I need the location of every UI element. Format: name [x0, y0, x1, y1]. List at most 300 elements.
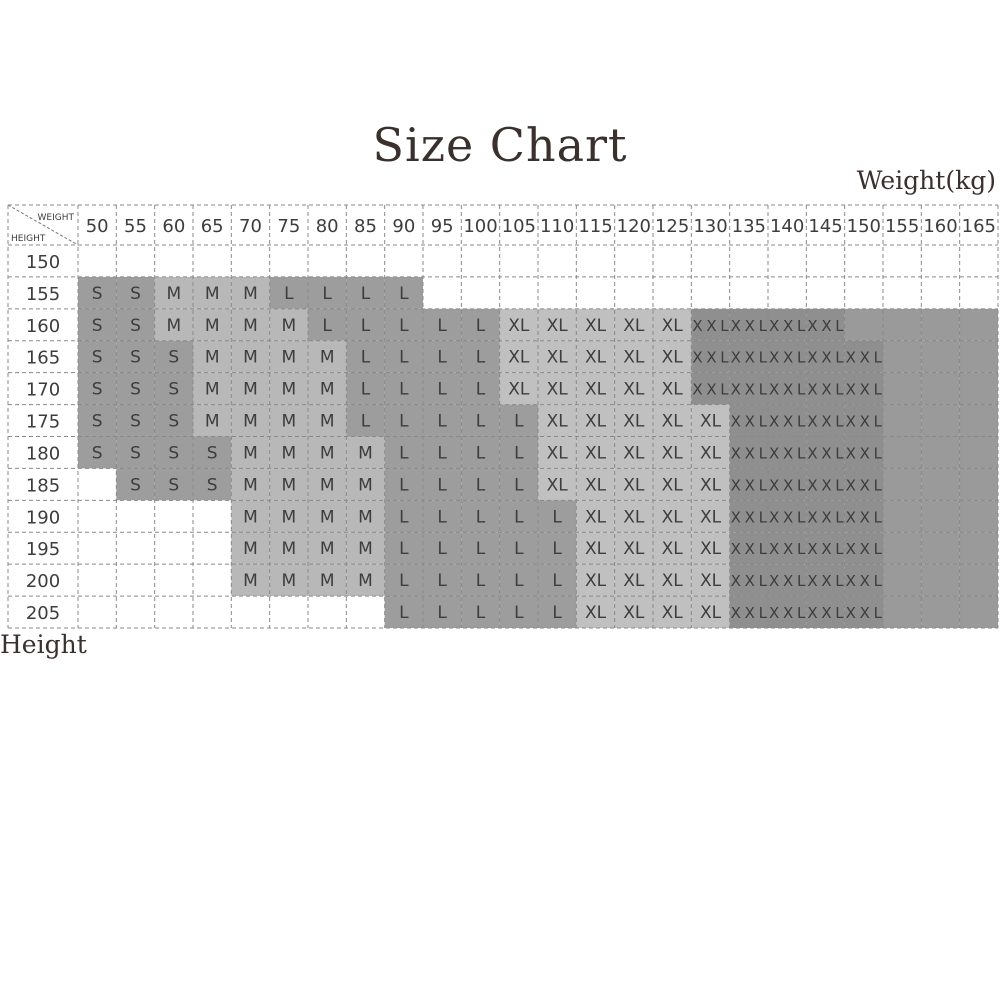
size-cell-label: S	[168, 443, 180, 464]
size-cell-label: L	[437, 539, 447, 560]
size-cell	[461, 245, 499, 277]
size-cell-label: L	[514, 475, 524, 496]
size-cell	[576, 277, 614, 309]
size-cell-label: S	[130, 347, 141, 368]
size-cell	[730, 277, 768, 309]
size-cell-label: XXL	[692, 348, 729, 367]
size-cell-label: M	[243, 539, 258, 560]
size-cell-label: L	[552, 571, 562, 592]
size-cell-label: S	[168, 411, 180, 432]
size-cell-label: S	[130, 315, 141, 336]
size-cell-label: M	[281, 475, 297, 496]
size-cell-label: XL	[623, 539, 645, 560]
size-cell-label: XL	[584, 347, 607, 368]
size-cell-label: XXL	[807, 316, 844, 335]
size-cell-label: L	[437, 507, 447, 528]
weight-header-label: 85	[354, 216, 377, 237]
size-cell-label: XL	[661, 347, 683, 368]
size-cell	[231, 245, 269, 277]
size-cell	[155, 596, 193, 628]
size-cell	[921, 309, 959, 341]
size-cell-label: S	[130, 379, 141, 400]
size-cell	[653, 277, 691, 309]
size-cell	[615, 245, 653, 277]
weight-header-label: 55	[124, 216, 147, 237]
chart-title: Size Chart	[372, 118, 628, 172]
size-cell-label: M	[358, 443, 373, 464]
size-cell	[883, 245, 921, 277]
size-cell-label: XXL	[769, 540, 806, 559]
size-cell-label: XL	[623, 379, 645, 400]
size-cell-label: M	[319, 507, 335, 528]
size-cell	[461, 277, 499, 309]
size-cell	[385, 245, 423, 277]
size-cell-label: XXL	[845, 476, 882, 495]
size-cell	[270, 596, 308, 628]
size-cell	[921, 468, 959, 500]
weight-header-label: 50	[85, 216, 109, 237]
size-cell-label: S	[130, 411, 141, 432]
size-cell	[960, 373, 998, 405]
size-cell	[883, 309, 921, 341]
size-cell-label: XL	[546, 315, 568, 336]
size-cell-label: S	[206, 443, 218, 464]
size-cell	[883, 373, 921, 405]
size-cell-label: L	[437, 347, 447, 368]
size-cell-label: XXL	[845, 572, 882, 591]
size-cell-label: XXL	[730, 540, 767, 559]
size-cell-label: L	[399, 379, 409, 400]
size-cell	[960, 468, 998, 500]
size-cell-label: M	[319, 411, 335, 432]
size-cell-label: M	[281, 571, 297, 592]
size-cell-label: XL	[584, 571, 607, 592]
size-cell	[845, 245, 883, 277]
height-row-label: 185	[25, 475, 61, 497]
size-cell	[960, 341, 998, 373]
size-cell-label: M	[204, 315, 220, 336]
weight-header-label: 155	[884, 216, 920, 237]
size-cell	[883, 277, 921, 309]
height-row-label: 170	[25, 379, 61, 401]
size-cell-label: L	[475, 603, 486, 624]
size-cell-label: XL	[661, 475, 683, 496]
size-cell-label: XL	[699, 443, 722, 464]
size-cell-label: L	[437, 411, 447, 432]
size-cell-label: L	[514, 507, 524, 528]
height-row-label: 155	[25, 283, 61, 305]
size-cell	[576, 245, 614, 277]
size-cell-label: S	[91, 283, 103, 304]
weight-header-label: 130	[693, 216, 728, 237]
size-cell-label: XXL	[730, 412, 767, 431]
size-cell-label: XL	[584, 411, 607, 432]
size-cell-label: XL	[661, 443, 683, 464]
size-cell-label: L	[360, 347, 371, 368]
size-cell-label: M	[243, 315, 258, 336]
size-cell-label: XL	[584, 539, 607, 560]
weight-axis-label: Weight(kg)	[856, 166, 996, 195]
size-cell	[155, 532, 193, 564]
size-cell-label: L	[475, 539, 486, 560]
weight-header-label: 140	[769, 216, 805, 237]
size-cell-label: M	[166, 283, 182, 304]
weight-header-label: 70	[239, 216, 262, 237]
size-cell	[78, 564, 116, 596]
size-cell-label: L	[399, 315, 409, 336]
size-cell-label: XL	[661, 411, 683, 432]
weight-header-label: 90	[392, 216, 416, 237]
size-cell	[193, 532, 231, 564]
weight-header-label: 65	[200, 216, 224, 237]
size-cell	[155, 245, 193, 277]
size-cell-label: S	[168, 475, 180, 496]
height-axis-label: Height	[0, 630, 87, 659]
size-cell-label: L	[322, 283, 332, 304]
size-cell	[231, 596, 269, 628]
height-row-label: 150	[25, 251, 61, 273]
size-cell-label: XL	[623, 507, 645, 528]
size-cell-label: L	[437, 603, 447, 624]
size-cell-label: M	[243, 283, 258, 304]
size-cell	[921, 341, 959, 373]
size-cell-label: XXL	[769, 348, 806, 367]
size-cell-label: M	[358, 475, 373, 496]
size-cell	[116, 564, 154, 596]
size-cell	[960, 532, 998, 564]
size-cell-label: XL	[584, 443, 607, 464]
size-cell	[193, 564, 231, 596]
size-cell	[960, 437, 998, 469]
size-cell	[845, 309, 883, 341]
size-cell-label: XXL	[845, 412, 882, 431]
size-cell	[768, 277, 806, 309]
size-cell-label: M	[319, 475, 335, 496]
size-cell-label: XL	[699, 411, 722, 432]
size-cell-label: XXL	[845, 348, 882, 367]
size-cell	[921, 373, 959, 405]
size-cell	[960, 277, 998, 309]
size-cell-label: XXL	[769, 476, 806, 495]
size-cell-label: XL	[508, 315, 530, 336]
size-cell-label: XXL	[807, 604, 844, 623]
size-cell-label: L	[552, 507, 562, 528]
size-cell	[155, 564, 193, 596]
size-cell	[921, 500, 959, 532]
size-cell	[883, 532, 921, 564]
size-cell-label: XL	[584, 507, 607, 528]
size-cell-label: XL	[661, 539, 683, 560]
size-cell-label: XL	[661, 315, 683, 336]
size-cell-label: XXL	[845, 508, 882, 527]
size-cell-label: XL	[584, 603, 607, 624]
size-cell-label: M	[319, 443, 335, 464]
size-cell-label: XL	[546, 347, 568, 368]
size-cell	[116, 532, 154, 564]
size-cell-label: XXL	[692, 316, 729, 335]
size-cell-label: L	[437, 379, 447, 400]
weight-header-label: 75	[277, 216, 301, 237]
size-cell-label: XL	[699, 539, 722, 560]
size-cell	[730, 245, 768, 277]
size-cell	[806, 277, 844, 309]
size-cell	[270, 245, 308, 277]
size-cell	[883, 564, 921, 596]
size-cell-label: M	[358, 571, 373, 592]
size-cell-label: M	[204, 411, 220, 432]
size-cell-label: L	[437, 475, 447, 496]
corner-height-label: HEIGHT	[11, 234, 46, 244]
size-cell-label: S	[91, 379, 103, 400]
size-cell-label: M	[281, 539, 297, 560]
size-cell-label: S	[130, 475, 141, 496]
size-cell	[500, 277, 538, 309]
weight-header-label: 80	[315, 216, 339, 237]
weight-header-label: 165	[961, 216, 997, 237]
size-cell-label: XXL	[769, 380, 806, 399]
size-cell	[116, 500, 154, 532]
weight-header-label: 105	[501, 216, 537, 237]
size-cell-label: XXL	[807, 572, 844, 591]
size-cell-label: XXL	[730, 380, 767, 399]
size-cell-label: M	[281, 379, 297, 400]
size-cell	[960, 405, 998, 437]
size-cell-label: XL	[661, 603, 683, 624]
height-row-label: 180	[25, 443, 61, 465]
size-cell-label: XXL	[730, 572, 767, 591]
size-cell	[883, 437, 921, 469]
size-cell-label: XXL	[845, 540, 882, 559]
size-cell-label: XL	[508, 379, 530, 400]
size-cell	[883, 500, 921, 532]
size-cell	[193, 500, 231, 532]
size-cell-label: XL	[546, 411, 568, 432]
size-cell	[78, 596, 116, 628]
size-cell-label: L	[514, 443, 524, 464]
size-cell	[78, 500, 116, 532]
size-cell-label: XL	[584, 379, 607, 400]
size-cell	[538, 277, 576, 309]
size-cell-label: L	[514, 571, 524, 592]
size-cell-label: XXL	[807, 508, 844, 527]
weight-header-label: 110	[539, 216, 575, 237]
size-cell-label: XL	[623, 347, 645, 368]
height-row-label: 190	[25, 507, 61, 529]
size-cell	[960, 564, 998, 596]
size-cell-label: L	[399, 443, 409, 464]
size-cell-label: XXL	[769, 508, 806, 527]
size-cell	[921, 405, 959, 437]
size-cell-label: L	[322, 315, 332, 336]
size-cell	[346, 245, 384, 277]
weight-header-label: 125	[654, 216, 690, 237]
size-cell-label: S	[130, 443, 141, 464]
size-cell-label: M	[243, 379, 258, 400]
size-cell-label: XL	[661, 507, 683, 528]
size-cell-label: XXL	[769, 316, 806, 335]
weight-header-label: 160	[923, 216, 958, 237]
size-cell-label: M	[319, 379, 335, 400]
size-cell-label: L	[514, 603, 524, 624]
size-cell	[845, 277, 883, 309]
size-cell-label: XXL	[845, 444, 882, 463]
size-cell-label: M	[319, 571, 335, 592]
size-cell-label: S	[91, 347, 103, 368]
size-cell-label: XXL	[769, 604, 806, 623]
size-cell	[615, 277, 653, 309]
size-cell-label: M	[281, 347, 297, 368]
height-row-label: 175	[25, 411, 61, 433]
size-cell	[921, 596, 959, 628]
weight-header-label: 135	[731, 216, 767, 237]
size-cell-label: XXL	[769, 572, 806, 591]
size-cell	[346, 596, 384, 628]
size-cell	[806, 245, 844, 277]
size-cell-label: M	[166, 315, 182, 336]
size-cell	[921, 564, 959, 596]
size-cell-label: L	[399, 571, 409, 592]
size-cell-label: L	[475, 379, 486, 400]
size-cell-label: S	[91, 411, 103, 432]
height-row-label: 205	[25, 603, 61, 625]
size-cell	[78, 532, 116, 564]
size-cell	[308, 245, 346, 277]
size-cell	[78, 245, 116, 277]
size-cell-label: XL	[623, 603, 645, 624]
size-cell-label: XXL	[730, 604, 767, 623]
size-cell-label: S	[130, 283, 141, 304]
size-cell-label: L	[399, 507, 409, 528]
size-cell-label: XL	[699, 475, 722, 496]
size-cell	[883, 468, 921, 500]
size-cell-label: M	[358, 539, 373, 560]
size-cell	[423, 277, 461, 309]
weight-header-label: 120	[616, 216, 652, 237]
size-cell-label: XL	[546, 475, 568, 496]
size-cell-label: L	[475, 475, 486, 496]
size-cell-label: M	[243, 443, 258, 464]
size-cell-label: L	[475, 507, 486, 528]
size-cell-label: L	[475, 411, 486, 432]
size-cell	[768, 245, 806, 277]
size-cell	[960, 500, 998, 532]
size-cell	[960, 245, 998, 277]
size-cell-label: M	[358, 507, 373, 528]
size-cell-label: L	[475, 571, 486, 592]
size-cell-label: L	[552, 539, 562, 560]
size-cell-label: M	[243, 571, 258, 592]
size-cell-label: M	[204, 283, 220, 304]
size-cell-label: L	[399, 475, 409, 496]
size-cell	[308, 596, 346, 628]
size-cell-label: M	[319, 539, 335, 560]
size-cell-label: L	[360, 283, 371, 304]
size-cell-label: L	[360, 411, 371, 432]
weight-header-label: 95	[430, 216, 454, 237]
size-cell-label: XL	[508, 347, 530, 368]
size-cell-label: M	[204, 379, 220, 400]
size-cell-label: S	[168, 347, 180, 368]
size-cell-label: XXL	[769, 412, 806, 431]
size-cell-label: M	[281, 315, 297, 336]
size-cell-label: M	[243, 347, 258, 368]
size-cell-label: XXL	[845, 604, 882, 623]
size-cell	[921, 245, 959, 277]
size-cell-label: L	[437, 571, 447, 592]
size-cell-label: M	[281, 411, 297, 432]
size-cell	[921, 532, 959, 564]
height-row-label: 160	[25, 315, 61, 337]
size-cell-label: XXL	[730, 476, 767, 495]
size-cell-label: S	[168, 379, 180, 400]
size-cell-label: L	[360, 315, 371, 336]
size-cell-label: L	[552, 603, 562, 624]
size-cell-label: L	[399, 347, 409, 368]
size-cell-label: L	[475, 443, 486, 464]
size-cell-label: XXL	[730, 348, 767, 367]
size-cell-label: S	[206, 475, 218, 496]
size-cell-label: M	[243, 507, 258, 528]
size-cell	[193, 245, 231, 277]
size-cell-label: XL	[623, 411, 645, 432]
size-cell-label: L	[360, 379, 371, 400]
size-cell-label: XXL	[807, 444, 844, 463]
corner-weight-label: WEIGHT	[37, 213, 74, 223]
size-cell	[116, 245, 154, 277]
size-cell-label: XL	[623, 571, 645, 592]
size-cell	[78, 468, 116, 500]
size-cell-label: L	[284, 283, 294, 304]
size-cell-label: M	[319, 347, 335, 368]
height-row-label: 195	[25, 539, 61, 561]
weight-header-label: 145	[808, 216, 843, 237]
size-cell-label: XL	[546, 379, 568, 400]
weight-header-label: 100	[463, 216, 498, 237]
size-cell	[883, 596, 921, 628]
size-cell	[691, 245, 729, 277]
height-row-label: 200	[25, 571, 61, 593]
size-cell	[921, 437, 959, 469]
size-cell	[423, 245, 461, 277]
height-row-label: 165	[25, 347, 61, 369]
size-cell-label: XL	[661, 379, 683, 400]
size-cell	[155, 500, 193, 532]
size-cell-label: XL	[546, 443, 568, 464]
size-cell	[960, 596, 998, 628]
size-cell-label: XL	[699, 603, 722, 624]
size-cell-label: XXL	[845, 380, 882, 399]
size-cell-label: XL	[623, 475, 645, 496]
size-cell-label: L	[437, 443, 447, 464]
size-cell-label: M	[204, 347, 220, 368]
size-cell	[883, 405, 921, 437]
size-cell-label: L	[399, 411, 409, 432]
size-cell	[500, 245, 538, 277]
size-cell	[538, 245, 576, 277]
size-cell-label: L	[437, 315, 447, 336]
size-cell	[193, 596, 231, 628]
size-cell-label: M	[243, 475, 258, 496]
size-cell-label: XXL	[807, 348, 844, 367]
size-cell	[883, 341, 921, 373]
size-cell-label: XL	[623, 443, 645, 464]
size-cell-label: XL	[623, 315, 645, 336]
size-cell-label: L	[514, 539, 524, 560]
size-cell-label: S	[91, 315, 103, 336]
size-cell-label: XL	[661, 571, 683, 592]
weight-header-label: 60	[162, 216, 186, 237]
size-cell-label: XXL	[692, 380, 729, 399]
